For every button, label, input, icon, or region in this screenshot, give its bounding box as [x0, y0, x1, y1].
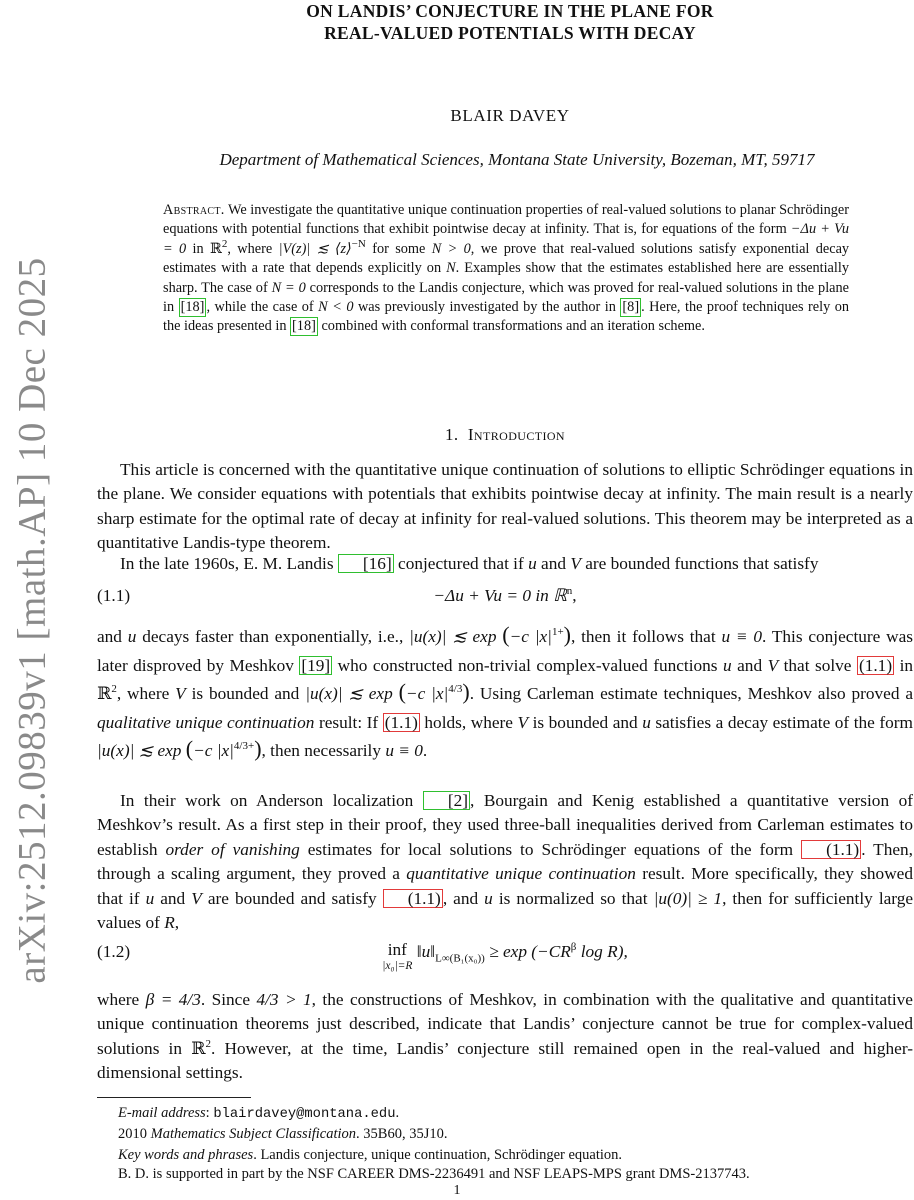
- arxiv-stamp: arXiv:2512.09839v1 [math.AP] 10 Dec 2025: [10, 256, 54, 984]
- intro-paragraph-1: This article is concerned with the quantitative unique continuation of solutions to elliptic Schrödinger equations in the plane. We consider equations with potentials that exhibits pointwise decay at infinity. The main result is a nearly sharp estimate for the optimal rate of decay at infinity for real-valued solutions. This theorem may be interpreted as a quantitative Landis-type theorem.: [97, 460, 913, 553]
- page-number: 1: [453, 1183, 461, 1198]
- footnote-msc: 2010 Mathematics Subject Classification. 35B60, 35J10.: [118, 1126, 448, 1142]
- footnote-support: B. D. is supported in part by the NSF CAREER DMS-2236491 and NSF LEAPS-MPS grant DMS-2137743.: [118, 1166, 750, 1182]
- equation-link[interactable]: (1.1): [383, 889, 443, 908]
- equation-1-1: (1.1) −Δu + Vu = 0 in ℝ$^n$,: [97, 585, 577, 605]
- abstract: Abstract. We investigate the quantitative unique continuation properties of real-valued solutions to planar Schrödinger equations with potential functions that exhibit pointwise decay at infinity. That is, for equations of the form −Δu + Vu = 0 in ℝ$^2$, where |V(z)| ≲ ⟨z⟩$^{-N}$ for some N > 0, we prove that real-valued solutions satisfy exponential decay estimates with a rate that depends explicitly on N. Examples show that the estimates established here are essentially sharp. The case of N = 0 corresponds to the Landis conjecture, which was proved for real-valued solutions in the plane in [18] , while the case of N < 0 was previously investigated by the author in [8] . Here, the proof techniques rely on the ideas presented in [18] combined with conformal transformations and an iteration scheme.: [163, 202, 850, 335]
- author: BLAIR DAVEY: [450, 106, 570, 125]
- paper-title: ON LANDIS’ CONJECTURE IN THE PLANE FOR REAL-VALUED POTENTIALS WITH DECAY: [306, 1, 714, 43]
- intro-paragraph-2: In the late 1960s, E. M. Landis [16] conjectured that if u and V are bounded functions that satisfy: [120, 554, 819, 573]
- citation-link[interactable]: [18]: [180, 299, 205, 316]
- citation-link[interactable]: [8]: [622, 299, 640, 316]
- citation-link[interactable]: [19]: [301, 655, 331, 675]
- footnote-email: E-mail address: blairdavey@montana.edu.: [118, 1105, 400, 1122]
- footnote-rule: [97, 1097, 251, 1098]
- equation-link[interactable]: (1.1): [858, 655, 893, 675]
- footnote-keywords: Key words and phrases. Landis conjecture, unique continuation, Schrödinger equation.: [118, 1147, 623, 1163]
- equation-link[interactable]: (1.1): [384, 712, 418, 732]
- intro-paragraph-3: and u decays faster than exponentially, i.e., |u(x)| ≲ exp (−c $|x|^{1+}$), then it follows that u ≡ 0. This conjecture was later disproved by Meshkov [19] who constructed non-trivial complex-valued functions u and V that solve (1.1) in ℝ$^2$, where V is bounded and |u(x)| ≲ exp (−c $|x|^{4/3}$). Using Carleman estimate techniques, Meshkov also proved a qualitative unique continuation result: If (1.1) holds, where V is bounded and u satisfies a decay estimate of the form |u(x)| ≲ exp (−c $|x|^{4/3+}$), then necessarily u ≡ 0.: [97, 622, 914, 762]
- equation-1-2: (1.2) inf |x₀|=R $‖u‖_{L\infty(B_1(x_0))} \ge \exp (-CR^\beta$ log R),: [97, 940, 628, 972]
- citation-link[interactable]: [18]: [292, 318, 316, 335]
- intro-paragraph-5: where β = 4/3. Since 4/3 > 1, the constructions of Meshkov, in combination with the qualitative and quantitative unique continuation theorems just described, indicate that Landis’ conjecture cannot be true for complex-valued solutions in ℝ$^2$. However, at the time, Landis’ conjecture still remained open in the real-valued and higher-dimensional settings.: [97, 990, 914, 1083]
- equation-link[interactable]: (1.1): [801, 840, 861, 859]
- intro-paragraph-4: In their work on Anderson localization [2] , Bourgain and Kenig established a quantitative version of Meshkov’s result. As a first step in their proof, they used three-ball inequalities derived from Carleman estimates to establish order of vanishing estimates for local solutions to Schrödinger equations of the form (1.1) . Then, through a scaling argument, they proved a quantitative unique continuation result. More specifically, they showed that if u and V are bounded and satisfy (1.1) , and u is normalized so that |u(0)| ≥ 1, then for sufficiently large values of R,: [97, 791, 914, 933]
- section-heading: 1. Introduction: [445, 425, 565, 444]
- citation-link[interactable]: [2]: [423, 791, 470, 810]
- affiliation: Department of Mathematical Sciences, Montana State University, Bozeman, MT, 59717: [219, 150, 815, 169]
- citation-link[interactable]: [16]: [338, 554, 394, 573]
